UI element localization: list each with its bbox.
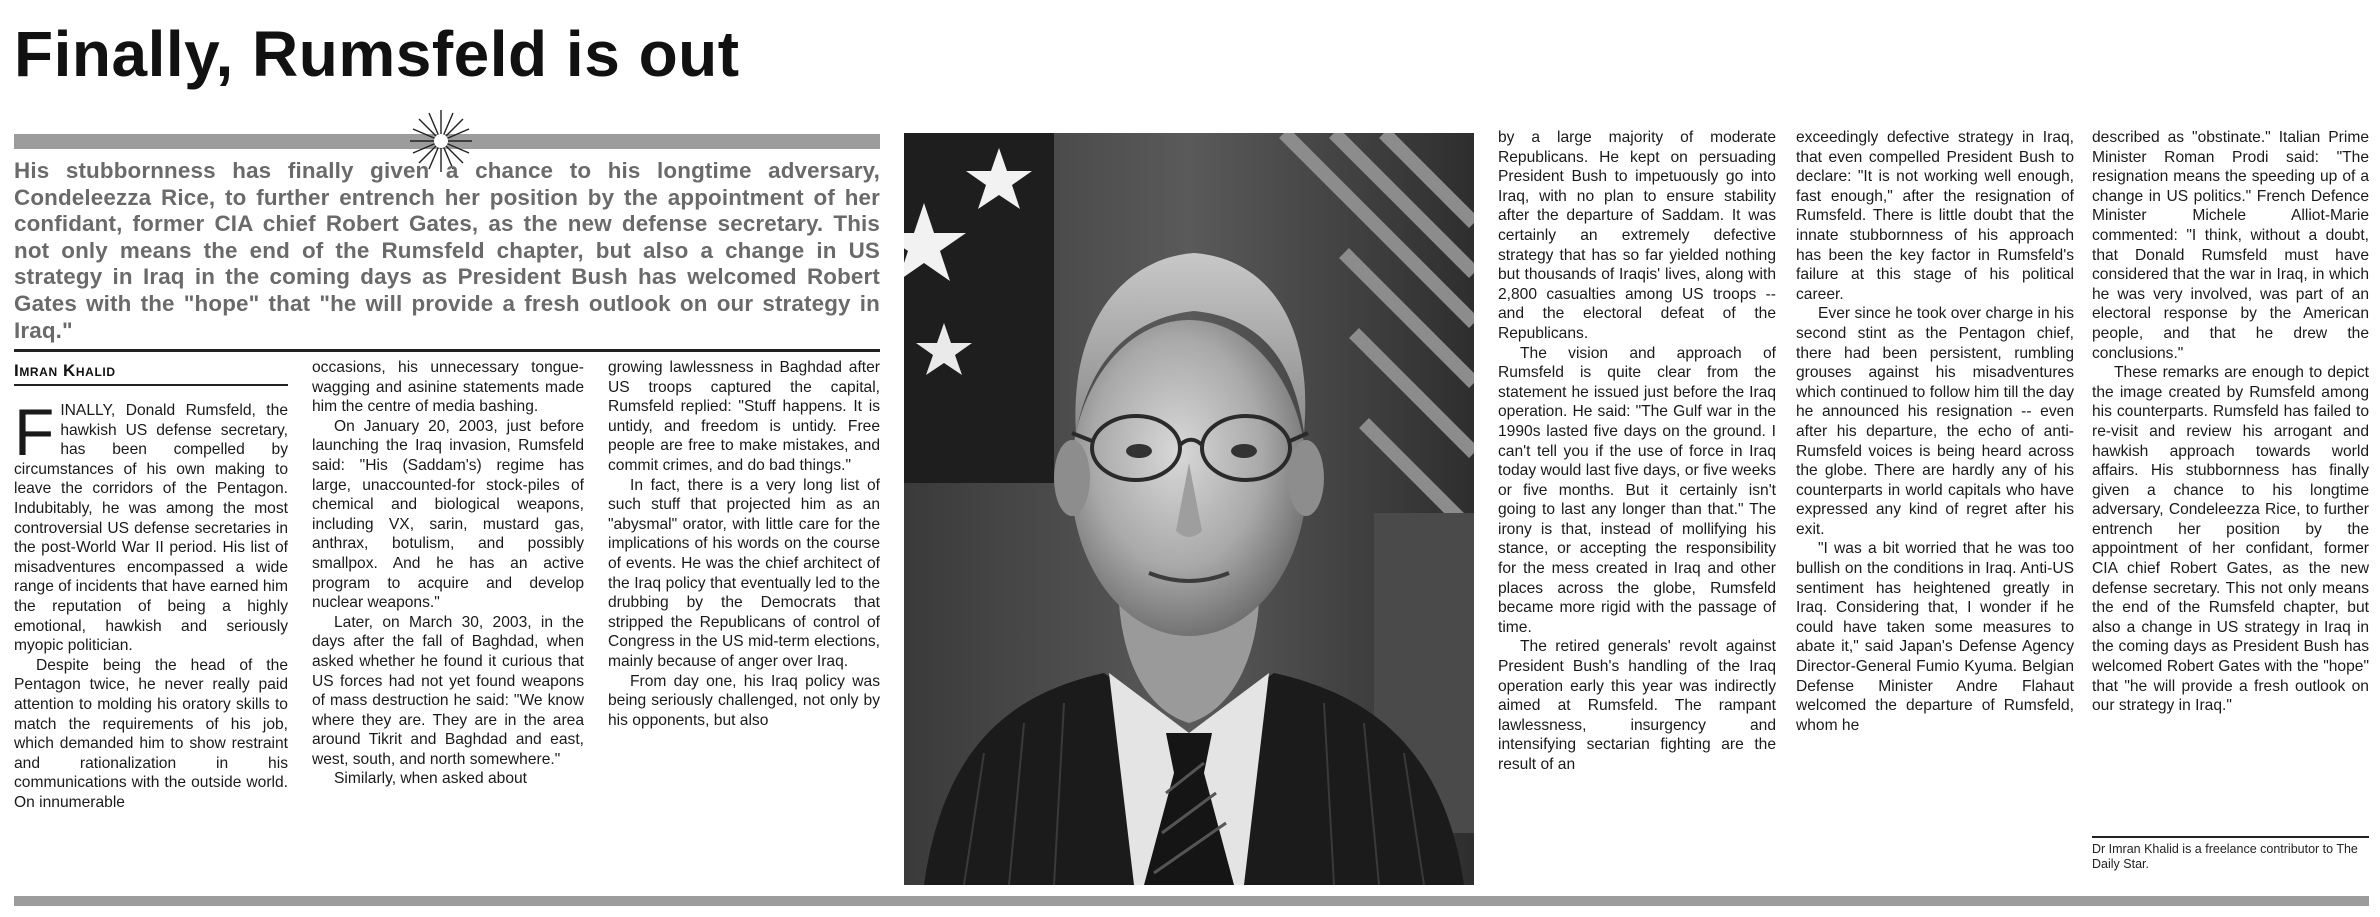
paragraph: On January 20, 2003, just before launching the Iraq invasion, Rumsfeld said: "His (Saddam's) regime has large, unaccounted-for stock-piles of chemical and biological weapons, including VX, sarin, mustard gas, anthrax, botulism, and possibly smallpox. And he has an active program to acquire and develop nuclear weapons." <box>312 417 584 612</box>
paragraph: Ever since he took over charge in his second stint as the Pentagon chief, there had been persistent, rumbling grouses against his misadventures which continued to follow him till the day he announced his resignation -- even after his departure, the echo of anti-Rumsfeld voices is being heard across the globe. There are hardly any of his counterparts in world capitals who have expressed any kind of regret after his exit. <box>1796 305 2074 538</box>
paragraph: Later, on March 30, 2003, in the days after the fall of Baghdad, when asked whether he found it curious that US forces had not yet found weapons of mass destruction he said: "We know where they are. They are in the area around Tikrit and Baghdad and east, west, south, and north somewhere." <box>312 613 584 768</box>
author-note-rule <box>2092 836 2369 838</box>
paragraph: The retired generals' revolt against President Bush's handling of the Iraq operation early this year was indirectly aimed at Rumsfeld. The rampant lawlessness, insurgency and intensifying sectarian fighting are the result of an <box>1498 638 1776 773</box>
paragraph: These remarks are enough to depict the image created by Rumsfeld among his counterparts. Rumsfeld has failed to re-visit and review his arrogant and hawkish approach towards world affairs. His stubbornness has finally given a chance to his longtime adversary, Condeleezza Rice, to further entrench her position by the appointment of her confidant, former CIA chief Robert Gates, as the new defense secretary. This not only means the end of the Rumsfeld chapter, but also a change in US strategy in Iraq in the coming days as President Bush has welcomed Robert Gates with the "hope" that "he will provide a fresh outlook on our strategy in Iraq." <box>2092 364 2369 715</box>
paragraph: INALLY, Donald Rumsfeld, the hawkish US defense secretary, has been compelled by circumstances of his own making to leave the corridors of the Pentagon. Indubitably, he was among the most controversial US defense secretaries in the post-World War II period. His list of misadventures encompassed a wide range of incidents that have earned him the reputation of being a highly emotional, hawkish and seriously myopic politician. <box>14 402 288 655</box>
column-6 <box>2092 128 2369 828</box>
paragraph: Similarly, when asked about <box>334 770 527 788</box>
byline: Imran Khalid <box>14 361 116 380</box>
paragraph: by a large majority of moderate Republicans. He kept on persuading President Bush to impetuously go into Iraq, with no plan to ensure stability after the departure of Saddam. It was certainly an extremely defective strategy that has so far yielded nothing but thousands of Iraqis' lives, along with 2,800 casualties among US troops -- and the electoral defeat of the Republicans. <box>1498 129 1776 342</box>
headline: Finally, Rumsfeld is out <box>14 18 740 90</box>
paragraph: growing lawlessness in Baghdad after US troops captured the capital, Rumsfeld replied: "Stuff happens. It is untidy, and freedom is untidy. Free people are free to make mistakes, and commit crimes, and do bad things." <box>608 359 880 474</box>
article-deck: His stubbornness has finally given a chance to his longtime adversary, Condeleezza Rice, to further entrench her position by the appointment of her confidant, former CIA chief Robert Gates, as the new defense secretary. This not only means the end of the Rumsfeld chapter, but also a change in US strategy in Iraq in the coming days as President Bush has welcomed Robert Gates with the "hope" that "he will provide a fresh outlook on our strategy in Iraq." <box>14 158 880 343</box>
column-1 <box>14 401 288 885</box>
paragraph: The vision and approach of Rumsfeld is quite clear from the statement he issued just before the Iraq operation. He said: "The Gulf war in the 1990s lasted five days on the ground. I can't tell you if the use of force in Iraq today would last five days, or five weeks or five months. But it certainly isn't going to last any longer than that." The irony is that, instead of mollifying his stance, or accepting the responsibility for the mess created in Iraq and other places across the globe, Rumsfeld became more rigid with the passage of time. <box>1498 344 1776 636</box>
paragraph: "I was a bit worried that he was too bullish on the conditions in Iraq. Anti-US sentiment has heightened greatly in Iraq. Considering that, I wonder if he could have taken some measures to abate it," said Japan's Defense Agency Director-General Fumio Kyuma. Belgian Defense Minister Andre Flahaut welcomed the departure of Rumsfeld, whom he <box>1796 540 2074 734</box>
column-3 <box>608 358 880 885</box>
column-4 <box>1498 128 1776 885</box>
portrait-illustration <box>904 133 1474 885</box>
rumsfeld-photo <box>904 133 1474 885</box>
deck-rule <box>14 349 880 352</box>
bottom-gray-rule <box>14 896 2369 906</box>
paragraph: exceedingly defective strategy in Iraq, that even compelled President Bush to declare: "It is not working well enough, fast enough," after the resignation of Rumsfeld. There is little doubt that the innate stubbornness of his approach has been the key factor in Rumsfeld's failure at this stage of his political career. <box>1796 129 2074 303</box>
paragraph: described as "obstinate." Italian Prime Minister Roman Prodi said: "The resignation means the speeding up of a change in US politics." French Defence Minister Michele Alliot-Marie commented: "I think, without a doubt, that Donald Rumsfeld must have considered that the war in Iraq, in which he was very involved, was part of an electoral response by the American people, and that he drew the conclusions." <box>2092 129 2369 362</box>
column-5 <box>1796 128 2074 885</box>
drop-cap: F <box>14 401 55 469</box>
column-2 <box>312 358 584 885</box>
byline-rule <box>14 384 288 386</box>
paragraph: occasions, his unnecessary tongue-wagging and asinine statements made him the centre of media bashing. <box>312 359 584 416</box>
paragraph: In fact, there is a very long list of such stuff that projected him as an "abysmal" orator, with little care for the implications of his words on the course of events. He was the chief architect of the Iraq policy that eventually led to the drubbing by the Democrats that stripped the Republicans of control of Congress in the US mid-term elections, mainly because of anger over Iraq. <box>608 476 880 670</box>
paragraph: From day one, his Iraq policy was being seriously challenged, not only by his opponents, but also <box>608 672 880 729</box>
paragraph: Despite being the head of the Pentagon twice, he never really paid attention to molding his oratory skills to match the requirements of his job, which demanded him to show restraint and rationalization in his communications with the outside world. On innumerable <box>14 656 288 811</box>
author-note: Dr Imran Khalid is a freelance contributor to The Daily Star. <box>2092 842 2358 871</box>
